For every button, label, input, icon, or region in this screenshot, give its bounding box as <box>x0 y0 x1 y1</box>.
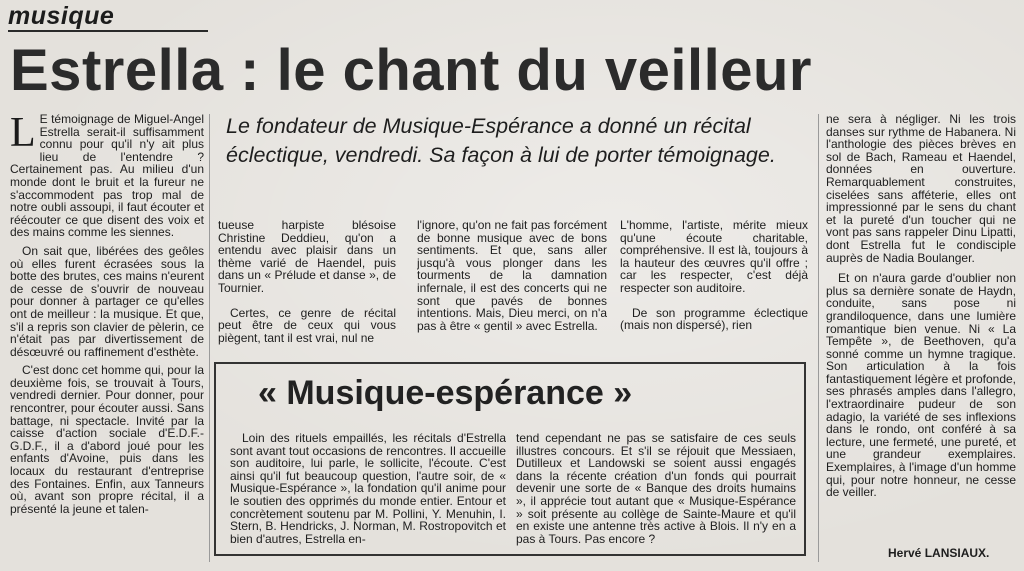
kicker-rule <box>8 30 208 32</box>
column-3-paragraph-1: l'ignore, qu'on ne fait pas forcément de bonne musique avec de bons sentiments. Et que, sans aller jusqu'à vous plonger dans les tourments de la damnation infernale, il est des concerts qui ne sont que pavés de bonnes intentions. Mais, Dieu merci, on n'a pas à être « gentil » avec Estrella. <box>417 219 607 333</box>
column-4-paragraph-1: L'homme, l'artiste, mérite mieux qu'une écoute charitable, compréhensive. Il est là, toujours à la hauteur des œuvres qu'il offre ; car les respecter, c'est déjà respecter son auditoire. <box>620 219 808 295</box>
column-1-paragraph-2: On sait que, libérées des geôles où elles furent écrasées sous la botte des brutes, ces mains n'eurent de cesse de s'ouvrir de nouveau pour donner à partager ce qu'elles ont de meilleur : la musique. Et que, s'il a repris son clavier de pèlerin, ce n'était pas par divertissement de désœuvré ou raffinement d'esthète. <box>10 243 204 359</box>
column-4 <box>620 219 808 357</box>
sidebar-box-text-right: tend cependant ne pas se satisfaire de ces seuls illustres concours. Et s'il se réjouit que Messiaen, Dutilleux et Landowski se soient aussi engagés dans la récente création d'un fonds qui pourrait devenir une sorte de « Banque des droits humains », il apprécie tout autant que « Musique-Espérance » soit présente au collège de Sainte-Maure et qu'il en existe une antenne très active à Blois. Il n'y en a pas à Tours. Pas encore ? <box>516 432 796 546</box>
sidebar-box-text-left: Loin des rituels empaillés, les récitals d'Estrella sont avant tout occasions de rencontres. Il accueille son auditoire, lui parle, le sollicite, l'écoute. C'est ainsi qu'il fut beaucoup question, l'autre soir, de « Musique-Espérance », la fondation qu'il anime pour le soutien des opprimés du monde entier. Entour et concrètement soutenu par M. Pollini, Y. Menuhin, I. Stern, B. Hendricks, J. Norman, M. Rostropovitch et bien d'autres, Estrella en- <box>230 432 506 546</box>
sidebar-box-column-left <box>230 432 506 554</box>
column-1-paragraph-1 <box>10 113 204 239</box>
column-2-paragraph-1: tueuse harpiste blésoise Christine Deddieu, qu'on a entendu avec plaisir dans un thème varié de Haendel, puis dans un « Prélude et danse », de Tournier. <box>218 219 396 295</box>
article-standfirst: Le fondateur de Musique-Espérance a donné un récital éclectique, vendredi. Sa façon à lui de porter témoignage. <box>226 114 776 167</box>
column-5 <box>826 113 1016 543</box>
column-3 <box>417 219 607 357</box>
column-divider <box>209 114 210 562</box>
sidebar-box <box>214 362 806 556</box>
column-divider <box>818 114 819 562</box>
column-4-paragraph-2: De son programme éclectique (mais non dispersé), rien <box>620 305 808 333</box>
drop-cap: L <box>10 113 36 156</box>
author-byline: Hervé LANSIAUX. <box>888 546 990 560</box>
column-1-paragraph-3: C'est donc cet homme qui, pour la deuxième fois, se trouvait à Tours, vendredi dernier. Pour donner, pour rencontrer, pour écouter aussi. Sans battage, ni spectacle. Invité par la caisse d'action sociale d'E.D.F.-G.D.F., il a d'abord joué pour les enfants d'Avoine, puis dans les locaux du restaurant d'entreprise des Fontaines. Enfin, aux Tanneurs où, avant son propre récital, il a présenté la jeune et talen- <box>10 363 204 516</box>
column-2-paragraph-2: Certes, ce genre de récital peut être de ceux qui vous piègent, tant il est vrai, nul ne <box>218 305 396 345</box>
column-1 <box>10 113 204 563</box>
column-2 <box>218 219 396 357</box>
section-kicker: musique <box>8 2 115 30</box>
article-headline: Estrella : le chant du veilleur <box>10 38 812 103</box>
column-5-paragraph-1: ne sera à négliger. Ni les trois danses sur rythme de Habanera. Ni l'anthologie des pièces brèves en sol de Bach, Rameau et Haendel, données en ouverture. Remarquablement construites, ciselées sans afféterie, elles ont impressionné par le sens du chant et la pureté d'un toucher qui ne vont pas sans rappeler Dinu Lipatti, dont Estrella fut le condisciple auprès de Nadia Boulanger. <box>826 113 1016 265</box>
column-5-paragraph-2: Et on n'aura garde d'oublier non plus sa dernière sonate de Haydn, conduite, sans pose ni grandiloquence, dans une lumière romantique bien venue. Ni « La Tempête », de Beethoven, qu'a sonné comme un hymne tragique. Son articulation à la fois fantastiquement légère et profonde, ses phrasés amples dans l'allegro, l'extraordinaire pudeur de son adagio, la variété de ses inflexions dans le rondo, ont conféré à sa lecture, une fermeté, une pureté, et une grandeur exemplaires. Exemplaires, à l'image d'un homme qui, pour notre honneur, ne cesse de veiller. <box>826 271 1016 500</box>
sidebar-box-column-right <box>516 432 796 554</box>
column-1-paragraph-1-text: E témoignage de Miguel-Angel Estrella serait-il suffisamment connu pour qu'il n'y ait plus lieu de l'entendre ? Certainement pas. Au milieu d'un monde dont le bruit et la fureur ne s'accommodent pas trop mal de notre oubli assoupi, il faut écouter et réécouter ce que disent des voix et des mains comme les siennes. <box>10 113 204 240</box>
sidebar-box-title: « Musique-espérance » <box>258 374 633 412</box>
